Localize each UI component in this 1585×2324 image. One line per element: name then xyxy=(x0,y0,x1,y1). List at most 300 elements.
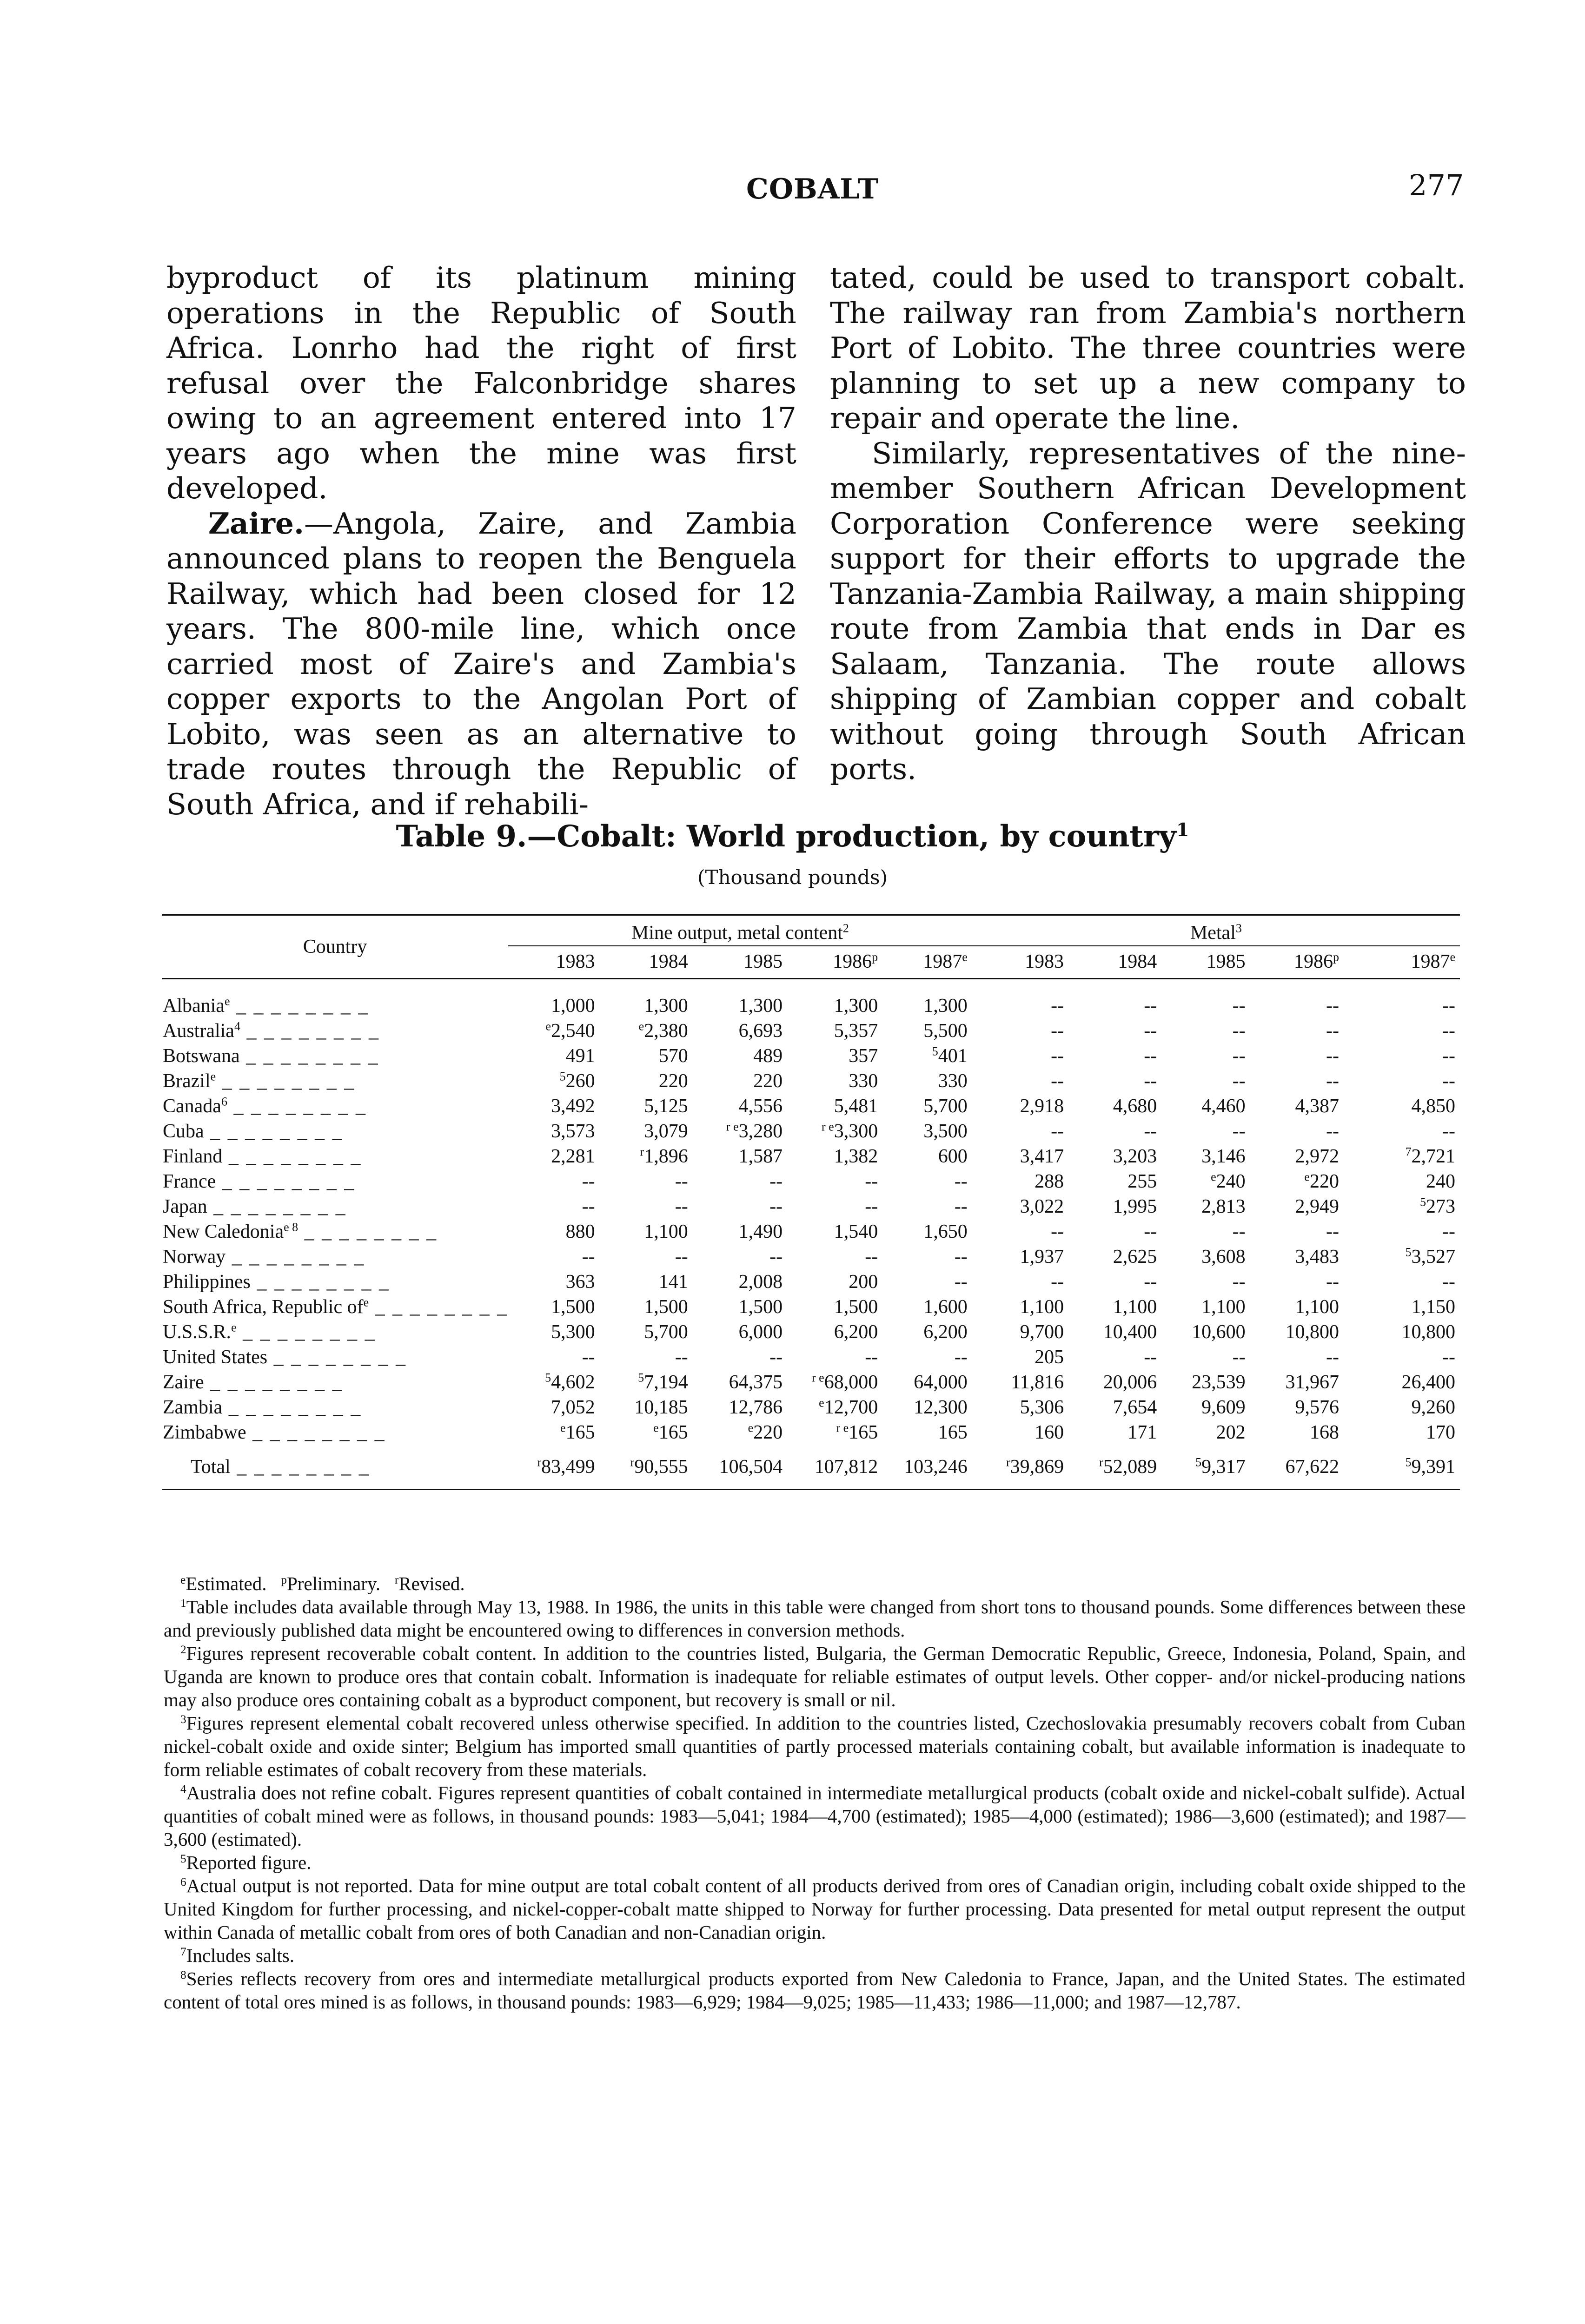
year-header: 1986$^p$ xyxy=(833,950,878,972)
table-row xyxy=(162,1320,1460,1345)
total-label xyxy=(162,1445,508,1479)
table-cell: -- xyxy=(1051,995,1064,1017)
table-cell: $^r$1,896 xyxy=(640,1145,688,1167)
table-cell: 2,281 xyxy=(551,1146,595,1167)
table-row xyxy=(162,1345,1460,1370)
country-label: U.S.S.R.$^e$ _ _ _ xyxy=(163,1321,376,1343)
table-row xyxy=(162,1119,1460,1144)
body-column-left xyxy=(166,260,796,822)
table-cell: -- xyxy=(1232,1271,1246,1293)
footnote-ref: e xyxy=(363,1295,369,1309)
country-name xyxy=(162,1269,508,1294)
year-header: 1985 xyxy=(1206,951,1246,972)
table-cell: 6,200 xyxy=(834,1321,878,1343)
footnote: $^2$Figures represent recoverable cobalt content. In addition to the countries listed, Bulgaria, the German Democratic Republic, Greece, Indonesia, Poland, Spain, and Uganda are known to produce ores that contain cobalt. Information is inadequate for reliable estimates of output levels. Other copper- and/or nickel-producing nations may also produce ores containing cobalt as a byproduct component, but recovery is small or nil. xyxy=(164,1643,1466,1710)
table-cell: -- xyxy=(1144,1221,1157,1242)
table-cell: $^5$401 xyxy=(932,1044,968,1067)
table-cell: 9,576 xyxy=(1295,1397,1339,1418)
table-cell: -- xyxy=(675,1347,688,1368)
table-row xyxy=(162,1244,1460,1269)
table-cell: -- xyxy=(865,1347,878,1368)
table-cell: -- xyxy=(954,1196,968,1217)
footnote: $^e$Estimated. $^p$Preliminary. $^r$Revised. xyxy=(180,1573,465,1594)
footnote-ref: e xyxy=(210,1070,216,1083)
table-cell: -- xyxy=(954,1246,968,1268)
table-cell: -- xyxy=(954,1347,968,1368)
table-cell: 2,625 xyxy=(1113,1246,1157,1268)
table-cell: 9,609 xyxy=(1201,1397,1246,1418)
table-cell: 205 xyxy=(1035,1347,1064,1368)
footnote-ref: e xyxy=(231,1320,237,1334)
table-cell: 220 xyxy=(658,1070,688,1092)
country-name xyxy=(162,1194,508,1219)
table-cell: -- xyxy=(1442,1221,1455,1242)
table-cell: -- xyxy=(1144,1271,1157,1293)
running-header-title: COBALT xyxy=(746,173,879,205)
table-cell: $^{r e}$3,300 xyxy=(821,1120,878,1142)
table-cell: -- xyxy=(865,1171,878,1192)
cell-note-marker: 5 xyxy=(545,1371,551,1385)
table-cell: -- xyxy=(865,1196,878,1217)
table-cell: 165 xyxy=(938,1422,968,1443)
table-cell: 3,203 xyxy=(1113,1146,1157,1167)
paragraph: byproduct of its platinum mining operations in the Republic of South Africa. Lonrho had the right of first refusal over the Falconbridge shares owing to an agreement entered into 17 years ago when the mine was first developed. xyxy=(166,261,796,505)
year-note-marker: p xyxy=(872,950,878,964)
mine-output-group-header xyxy=(508,915,972,946)
footnote-marker: 2 xyxy=(180,1643,186,1657)
table-cell: -- xyxy=(954,1271,968,1293)
footnote-ref: 1 xyxy=(1176,819,1189,841)
table-cell: 3,417 xyxy=(1020,1146,1064,1167)
table-cell: -- xyxy=(582,1246,595,1268)
table-cell: $^e$12,700 xyxy=(819,1396,878,1418)
table-cell: $^e$165 xyxy=(560,1421,595,1443)
paragraph-text: —Angola, Zaire, and Zambia announced plans to reopen the Benguela Railway, which had been closed for 12 years. The 800-mile line, which once carried most of Zaire's and Zambia's copper exports to the Angolan Port of Lobito, was seen as an alternative to trade routes through the Republic of South Africa, and if rehabili- xyxy=(166,506,796,821)
table-cell: 1,300 xyxy=(644,995,688,1017)
year-note-marker: e xyxy=(1450,950,1455,964)
page-number: 277 xyxy=(1409,168,1464,202)
table-cell: -- xyxy=(1326,1347,1339,1368)
table-subtitle: (Thousand pounds) xyxy=(697,866,888,889)
year-header: 1984 xyxy=(649,951,688,972)
country-name xyxy=(162,1018,508,1043)
country-name xyxy=(162,1043,508,1069)
table-cell: -- xyxy=(675,1171,688,1192)
table-cell: 5,700 xyxy=(644,1321,688,1343)
country-label: New Caledonia$^{e 8}$ _ _ _ xyxy=(163,1221,438,1242)
table-row xyxy=(162,1420,1460,1445)
total-cell: $^r$83,499 xyxy=(537,1455,595,1478)
table-cell: -- xyxy=(1144,1020,1157,1042)
paragraph: tated, could be used to transport cobalt. The railway ran from Zambia's northern Port of Lobito. The three countries were planning to set up a new company to repair and operate the line. xyxy=(830,261,1466,435)
country-label: Botswana _ _ _ xyxy=(163,1045,379,1067)
country-name xyxy=(162,1370,508,1395)
cell-note-marker: 5 xyxy=(1195,1455,1202,1469)
table-cell: $^5$4,602 xyxy=(545,1371,595,1393)
table-cell: -- xyxy=(1051,1221,1064,1242)
country-label: Australia$^4$ _ _ _ xyxy=(163,1020,380,1042)
table-cell: 5,357 xyxy=(834,1020,878,1042)
table-cell: -- xyxy=(954,1171,968,1192)
table-cell: 12,300 xyxy=(914,1397,968,1418)
table-cell: -- xyxy=(1144,1121,1157,1142)
table-cell: 357 xyxy=(849,1045,878,1067)
table-footnotes xyxy=(164,1572,1466,2014)
total-cell: $^r$39,869 xyxy=(1006,1455,1064,1478)
cell-note-marker: r e xyxy=(726,1120,739,1134)
table-cell: -- xyxy=(1051,1020,1064,1042)
spacer-row xyxy=(162,979,1460,994)
production-table-wrapper xyxy=(162,914,1460,1490)
year-header: 1986$^p$ xyxy=(1293,950,1339,972)
country-label: Philippines _ _ _ xyxy=(163,1271,390,1293)
table-cell: 2,949 xyxy=(1295,1196,1339,1217)
footnote-ref: 6 xyxy=(221,1095,227,1109)
total-cell: $^r$90,555 xyxy=(630,1455,688,1478)
table-cell: 160 xyxy=(1035,1422,1064,1443)
total-cell: $^5$9,391 xyxy=(1405,1455,1455,1478)
footnote-marker: 4 xyxy=(180,1783,186,1796)
table-cell: $^5$7,194 xyxy=(638,1371,688,1393)
table-cell: 2,813 xyxy=(1201,1196,1246,1217)
table-cell: 64,375 xyxy=(729,1372,783,1393)
footnote-marker: 6 xyxy=(180,1875,186,1889)
table-cell: 491 xyxy=(565,1045,595,1067)
table-cell: 200 xyxy=(849,1271,878,1293)
spacer-cell xyxy=(162,979,508,994)
table-cell: 1,150 xyxy=(1411,1296,1455,1318)
total-cell: $^5$9,317 xyxy=(1195,1455,1246,1478)
table-cell: 6,200 xyxy=(923,1321,968,1343)
table-cell: 3,022 xyxy=(1020,1196,1064,1217)
cell-note-marker: 5 xyxy=(932,1044,938,1058)
table-cell: -- xyxy=(1326,1020,1339,1042)
cell-note-marker: 5 xyxy=(1405,1455,1412,1469)
table-cell: 288 xyxy=(1035,1171,1064,1192)
country-label: Canada$^6$ _ _ _ xyxy=(163,1096,367,1117)
table-cell: -- xyxy=(769,1196,783,1217)
country-name xyxy=(162,1094,508,1119)
table-cell: 1,382 xyxy=(834,1146,878,1167)
country-name xyxy=(162,1219,508,1244)
country-name xyxy=(162,1420,508,1445)
table-cell: -- xyxy=(1232,995,1246,1017)
table-cell: 6,693 xyxy=(738,1020,783,1042)
footnote-marker: 3 xyxy=(180,1713,186,1726)
table-cell: 1,500 xyxy=(551,1296,595,1318)
table-cell: -- xyxy=(582,1196,595,1217)
cell-note-marker: 5 xyxy=(1405,1245,1412,1259)
cell-note-marker: r xyxy=(1099,1455,1103,1469)
table-cell: -- xyxy=(675,1196,688,1217)
table-cell: 1,600 xyxy=(923,1296,968,1318)
table-cell: -- xyxy=(769,1347,783,1368)
country-name xyxy=(162,993,508,1018)
table-cell: 1,650 xyxy=(923,1221,968,1242)
table-cell: -- xyxy=(1326,995,1339,1017)
cell-note-marker: e xyxy=(748,1421,754,1435)
footnote-marker: 7 xyxy=(180,1945,186,1959)
country-label: Albania$^e$ _ _ _ xyxy=(163,995,370,1017)
table-row xyxy=(162,1094,1460,1119)
footnote-marker: p xyxy=(281,1573,287,1587)
table-cell: -- xyxy=(1232,1121,1246,1142)
table-cell: 880 xyxy=(565,1221,595,1242)
table-cell: 1,100 xyxy=(1020,1296,1064,1318)
body-column-right xyxy=(830,260,1466,787)
table-cell: 5,125 xyxy=(644,1096,688,1117)
paragraph xyxy=(166,506,796,822)
table-cell: 5,500 xyxy=(923,1020,968,1042)
table-cell: 10,400 xyxy=(1103,1321,1157,1343)
total-cell: $^r$52,089 xyxy=(1099,1455,1157,1478)
table-cell: 570 xyxy=(658,1045,688,1067)
table-cell: $^{r e}$68,000 xyxy=(811,1371,878,1393)
table-cell: 363 xyxy=(565,1271,595,1293)
table-cell: 7,654 xyxy=(1113,1397,1157,1418)
table-cell: -- xyxy=(582,1347,595,1368)
year-header: 1984 xyxy=(1118,951,1157,972)
table-cell: 10,800 xyxy=(1401,1321,1455,1343)
table-header-row xyxy=(162,915,1460,946)
table-cell: -- xyxy=(1326,1070,1339,1092)
footnote: $^4$Australia does not refine cobalt. Figures represent quantities of cobalt contained in intermediate metallurgical products (cobalt oxide and nickel-cobalt sulfide). Actual quantities of cobalt mined were as follows, in thousand pounds: 1983—5,041; 1984—4,700 (estimated); 1985—4,000 (estimated); 1986—3,600 (estimated); and 1987—3,600 (estimated). xyxy=(164,1782,1466,1850)
table-row xyxy=(162,1269,1460,1294)
table-cell: 3,500 xyxy=(923,1121,968,1142)
cell-note-marker: e xyxy=(653,1421,659,1435)
year-header: 1985 xyxy=(743,951,783,972)
cell-note-marker: e xyxy=(560,1421,566,1435)
table-cell: 4,850 xyxy=(1411,1096,1455,1117)
table-cell: 31,967 xyxy=(1285,1372,1339,1393)
table-cell: 3,079 xyxy=(644,1121,688,1142)
table-cell: 1,500 xyxy=(644,1296,688,1318)
country-name xyxy=(162,1144,508,1169)
table-row xyxy=(162,1169,1460,1194)
table-cell: -- xyxy=(1144,995,1157,1017)
cell-note-marker: 5 xyxy=(559,1070,566,1083)
table-cell: 2,008 xyxy=(738,1271,783,1293)
table-cell: 1,100 xyxy=(1113,1296,1157,1318)
country-label: Cuba _ _ _ xyxy=(163,1121,344,1142)
footnote: $^3$Figures represent elemental cobalt recovered unless otherwise specified. In addition to the countries listed, Czechoslovakia presumably recovers cobalt from Cuban nickel-cobalt oxide and oxide sinter; Belgium has imported small quantities of partly processed materials containing cobalt, but available information is inadequate to form reliable estimates of cobalt recovery from these materials. xyxy=(164,1712,1466,1780)
footnote-ref: 3 xyxy=(1235,921,1242,935)
table-cell: 202 xyxy=(1216,1422,1246,1443)
cell-note-marker: 7 xyxy=(1405,1145,1412,1159)
table-cell: -- xyxy=(1232,1221,1246,1242)
country-label: United States _ _ _ xyxy=(163,1347,407,1368)
cell-note-marker: e xyxy=(545,1019,551,1033)
country-label: Zimbabwe _ _ _ xyxy=(163,1422,386,1443)
table-row xyxy=(162,1370,1460,1395)
table-cell: 4,680 xyxy=(1113,1096,1157,1117)
group-label: Metal xyxy=(1190,922,1236,944)
total-label-text: Total _ _ _ xyxy=(163,1456,370,1478)
footnote-marker: r xyxy=(394,1573,399,1587)
table-cell: 3,146 xyxy=(1201,1146,1246,1167)
table-cell: -- xyxy=(1232,1020,1246,1042)
table-cell: $^7$2,721 xyxy=(1405,1145,1455,1167)
cell-note-marker: r e xyxy=(811,1371,824,1385)
footnote-ref: 4 xyxy=(234,1019,240,1033)
footnote: $^1$Table includes data available through May 13, 1988. In 1986, the units in this table were changed from short tons to thousand pounds. Some differences between these and previously published data might be encountered owing to differences in conversion methods. xyxy=(164,1596,1466,1641)
table-cell: -- xyxy=(1232,1045,1246,1067)
table-cell: 220 xyxy=(753,1070,783,1092)
cell-note-marker: r e xyxy=(836,1421,849,1435)
table-cell: 6,000 xyxy=(738,1321,783,1343)
footnote: $^6$Actual output is not reported. Data for mine output are total cobalt content of all products derived from ores of Canadian origin, including cobalt oxide shipped to the United Kingdom for further processing, and nickel-copper-cobalt matte shipped to Norway for further processing. Data presented for metal output represent the output within Canada of metallic cobalt from ores of both Canadian and non-Canadian origin. xyxy=(164,1875,1466,1943)
footnote-ref: e 8 xyxy=(284,1220,298,1234)
table-cell: 12,786 xyxy=(729,1397,783,1418)
table-cell: 330 xyxy=(938,1070,968,1092)
table-cell: 330 xyxy=(849,1070,878,1092)
table-cell: -- xyxy=(769,1171,783,1192)
table-row xyxy=(162,1395,1460,1420)
table-cell: 7,052 xyxy=(551,1397,595,1418)
table-cell: 2,918 xyxy=(1020,1096,1064,1117)
table-cell: 23,539 xyxy=(1192,1372,1246,1393)
table-cell: -- xyxy=(1326,1045,1339,1067)
table-cell: -- xyxy=(1051,1271,1064,1293)
table-cell: 3,492 xyxy=(551,1096,595,1117)
cell-note-marker: e xyxy=(819,1396,824,1410)
cell-note-marker: r xyxy=(1006,1455,1010,1469)
footnote-marker: 5 xyxy=(180,1852,186,1866)
table-cell: 141 xyxy=(658,1271,688,1293)
table-row xyxy=(162,1194,1460,1219)
table-row xyxy=(162,1219,1460,1244)
table-cell: 5,306 xyxy=(1020,1397,1064,1418)
table-cell: $^e$220 xyxy=(1304,1170,1339,1192)
table-cell: 10,600 xyxy=(1192,1321,1246,1343)
total-cell: 67,622 xyxy=(1285,1456,1339,1478)
table-cell: -- xyxy=(1144,1045,1157,1067)
table-cell: $^e$165 xyxy=(653,1421,688,1443)
table-cell: 1,100 xyxy=(1201,1296,1246,1318)
table-cell: $^{r e}$165 xyxy=(836,1421,878,1443)
country-name xyxy=(162,1169,508,1194)
table-row xyxy=(162,1018,1460,1043)
table-cell: 1,000 xyxy=(551,995,595,1017)
table-cell: -- xyxy=(1442,1271,1455,1293)
cell-note-marker: e xyxy=(1211,1170,1216,1184)
table-cell: -- xyxy=(582,1171,595,1192)
table-cell: 20,006 xyxy=(1103,1372,1157,1393)
table-cell: 4,387 xyxy=(1295,1096,1339,1117)
country-column-header: Country xyxy=(162,915,508,979)
total-cell: 103,246 xyxy=(904,1456,968,1478)
table-cell: -- xyxy=(1326,1121,1339,1142)
table-cell: 171 xyxy=(1127,1422,1157,1443)
table-cell: 3,483 xyxy=(1295,1246,1339,1268)
table-cell: 10,185 xyxy=(634,1397,688,1418)
table-cell: 5,300 xyxy=(551,1321,595,1343)
table-cell: 1,100 xyxy=(644,1221,688,1242)
cell-note-marker: r xyxy=(630,1455,635,1469)
table-cell: 255 xyxy=(1127,1171,1157,1192)
table-cell: $^e$240 xyxy=(1211,1170,1246,1192)
table-cell: -- xyxy=(675,1246,688,1268)
table-cell: -- xyxy=(1051,1070,1064,1092)
table-cell: $^{r e}$3,280 xyxy=(726,1120,783,1142)
footnote-ref: e xyxy=(224,994,230,1008)
table-cell: 11,816 xyxy=(1011,1372,1064,1393)
table-cell: 1,300 xyxy=(738,995,783,1017)
metal-group-header xyxy=(972,915,1460,946)
country-label: Zambia _ _ _ xyxy=(163,1397,362,1418)
table-cell: 1,300 xyxy=(923,995,968,1017)
table-cell: $^5$260 xyxy=(559,1070,595,1092)
table-cell: 1,500 xyxy=(738,1296,783,1318)
total-row xyxy=(162,1445,1460,1479)
table-cell: 9,700 xyxy=(1020,1321,1064,1343)
table-cell: 1,500 xyxy=(834,1296,878,1318)
country-label: Norway _ _ _ xyxy=(163,1246,365,1268)
country-name xyxy=(162,1345,508,1370)
footnote: $^7$Includes salts. xyxy=(180,1945,294,1966)
table-cell: -- xyxy=(1144,1347,1157,1368)
footnote-ref: 2 xyxy=(842,921,849,935)
table-cell: -- xyxy=(1442,1020,1455,1042)
footnote-marker: 1 xyxy=(180,1597,186,1610)
table-cell: 489 xyxy=(753,1045,783,1067)
cell-note-marker: e xyxy=(638,1019,644,1033)
total-cell: 107,812 xyxy=(814,1456,878,1478)
table-cell: 64,000 xyxy=(914,1372,968,1393)
rule-cell xyxy=(162,1479,1460,1490)
table-cell: 168 xyxy=(1309,1422,1339,1443)
table-row xyxy=(162,1069,1460,1094)
table-row xyxy=(162,993,1460,1018)
country-name xyxy=(162,1069,508,1094)
table-cell: 9,260 xyxy=(1411,1397,1455,1418)
country-name xyxy=(162,1395,508,1420)
table-cell: 2,972 xyxy=(1295,1146,1339,1167)
year-note-marker: p xyxy=(1333,950,1339,964)
table-cell: 3,573 xyxy=(551,1121,595,1142)
table-cell: $^e$220 xyxy=(748,1421,783,1443)
table-cell: -- xyxy=(1442,1121,1455,1142)
table-cell: -- xyxy=(1326,1271,1339,1293)
table-cell: -- xyxy=(1442,1045,1455,1067)
table-bottom-rule xyxy=(162,1479,1460,1490)
country-label: Japan _ _ _ xyxy=(163,1196,347,1217)
country-label: South Africa, Republic $of^e$ _ _ _ xyxy=(163,1296,508,1318)
table-cell: 1,540 xyxy=(834,1221,878,1242)
table-cell: $^5$273 xyxy=(1419,1195,1455,1217)
cell-note-marker: r xyxy=(640,1145,644,1159)
paragraph: Similarly, representatives of the nine-member Southern African Development Corporation Conference were seeking support for their efforts to upgrade the Tanzania-Zambia Railway, a main shipping route from Zambia that ends in Dar es Salaam, Tanzania. The route allows shipping of Zambian copper and cobalt without going through South African ports. xyxy=(830,436,1466,786)
table-row xyxy=(162,1294,1460,1320)
table-cell: 1,587 xyxy=(738,1146,783,1167)
table-cell: -- xyxy=(1144,1070,1157,1092)
country-label: France _ _ _ xyxy=(163,1171,355,1192)
table-row xyxy=(162,1043,1460,1069)
table-cell: -- xyxy=(1232,1070,1246,1092)
table-cell: 3,608 xyxy=(1201,1246,1246,1268)
table-cell: 10,800 xyxy=(1285,1321,1339,1343)
table-cell: 1,995 xyxy=(1113,1196,1157,1217)
footnote: $^5$Reported figure. xyxy=(180,1852,312,1873)
country-label: Brazil$^e$ _ _ _ xyxy=(163,1070,355,1092)
table-cell: 1,300 xyxy=(834,995,878,1017)
cell-note-marker: e xyxy=(1304,1170,1310,1184)
table-cell: 1,100 xyxy=(1295,1296,1339,1318)
table-title xyxy=(0,819,1585,854)
table-cell: 5,700 xyxy=(923,1096,968,1117)
total-cell: 106,504 xyxy=(719,1456,783,1478)
table-cell: 4,460 xyxy=(1201,1096,1246,1117)
